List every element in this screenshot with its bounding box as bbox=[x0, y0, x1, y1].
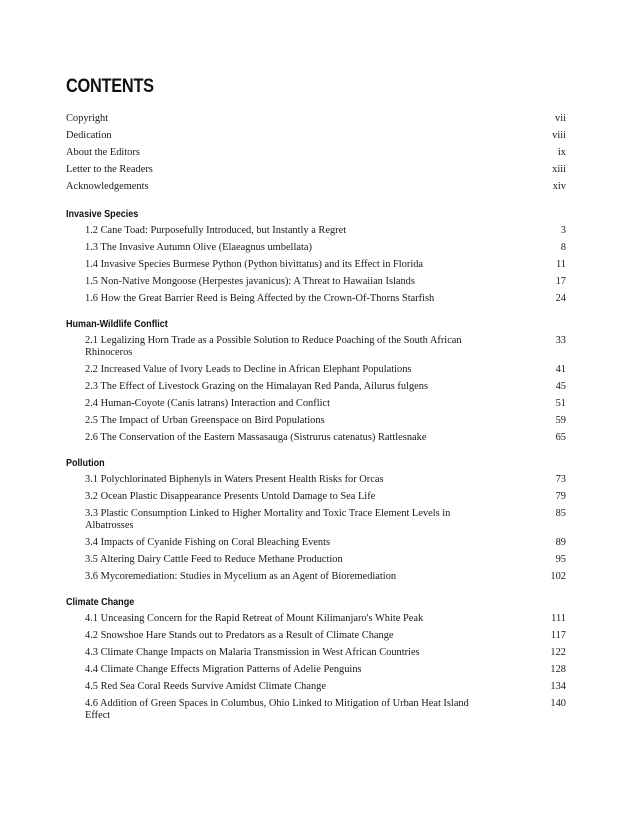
toc-entry-page: 51 bbox=[555, 398, 566, 409]
toc-entry[interactable] bbox=[85, 508, 566, 533]
toc-entry[interactable] bbox=[85, 571, 566, 584]
toc-entry[interactable] bbox=[85, 398, 566, 411]
toc-entry[interactable] bbox=[85, 647, 566, 660]
toc-entry[interactable] bbox=[85, 381, 566, 394]
toc-entry[interactable] bbox=[85, 432, 566, 445]
toc-entry-title: 2.2 Increased Value of Ivory Leads to Decline in African Elephant Populations bbox=[85, 364, 412, 375]
toc-entry-title: 3.6 Mycoremediation: Studies in Mycelium as an Agent of Bioremediation bbox=[85, 571, 397, 582]
toc-entry-title: 2.6 The Conservation of the Eastern Massasauga (Sistrurus catenatus) Rattlesnake bbox=[85, 432, 427, 443]
toc-entry[interactable] bbox=[85, 242, 566, 255]
toc-entry-page: 3 bbox=[560, 225, 566, 236]
toc-entry-page: vii bbox=[555, 113, 566, 124]
toc-section-pollution bbox=[66, 457, 566, 584]
toc-entry-page: 134 bbox=[550, 680, 566, 692]
toc-entry-title: 2.1 Legalizing Horn Trade as a Possible Solution to Reduce Poaching of the South African Rhinoceros bbox=[85, 334, 462, 358]
toc-entry-title: 1.2 Cane Toad: Purposefully Introduced, but Instantly a Regret bbox=[85, 225, 347, 236]
toc-entry-title: Copyright bbox=[66, 113, 109, 124]
toc-entry-title: 4.1 Unceasing Concern for the Rapid Retreat of Mount Kilimanjaro's White Peak bbox=[85, 612, 424, 624]
toc-entry-page: 85 bbox=[555, 507, 566, 519]
toc-entry-title: 1.5 Non-Native Mongoose (Herpestes javanicus): A Threat to Hawaiian Islands bbox=[85, 276, 415, 287]
toc-entry[interactable] bbox=[66, 147, 566, 164]
section-heading: Human-Wildlife Conflict bbox=[66, 317, 168, 330]
toc-entry-page: 45 bbox=[555, 381, 566, 392]
toc-entry-title: 3.1 Polychlorinated Biphenyls in Waters Present Health Risks for Orcas bbox=[85, 473, 384, 485]
toc-entry[interactable] bbox=[85, 537, 566, 550]
toc-entry-title: 1.3 The Invasive Autumn Olive (Elaeagnus umbellata) bbox=[85, 242, 312, 253]
toc-entry-page: viii bbox=[552, 130, 566, 141]
front-matter-list bbox=[66, 113, 566, 198]
toc-entry-page: 65 bbox=[555, 432, 566, 443]
toc-entry-page: xiv bbox=[552, 181, 566, 192]
toc-entry-title: 4.2 Snowshoe Hare Stands out to Predators as a Result of Climate Change bbox=[85, 629, 394, 641]
toc-entry-title: 4.3 Climate Change Impacts on Malaria Transmission in West African Countries bbox=[85, 646, 420, 658]
toc-entry[interactable] bbox=[85, 335, 566, 360]
toc-entry[interactable] bbox=[85, 681, 566, 694]
toc-section-invasive-species bbox=[66, 208, 566, 306]
toc-entry-page: 73 bbox=[555, 473, 566, 485]
toc-entry-page: 11 bbox=[555, 259, 566, 270]
toc-entry-page: xiii bbox=[552, 164, 566, 175]
toc-entry-title: 2.4 Human-Coyote (Canis latrans) Interaction and Conflict bbox=[85, 398, 330, 409]
section-heading: Invasive Species bbox=[66, 208, 139, 220]
toc-entry-page: 8 bbox=[560, 242, 566, 253]
toc-entry-title: 2.5 The Impact of Urban Greenspace on Bird Populations bbox=[85, 415, 325, 426]
toc-entry-page: 102 bbox=[550, 571, 566, 582]
toc-entry-title: 2.3 The Effect of Livestock Grazing on the Himalayan Red Panda, Ailurus fulgens bbox=[85, 381, 428, 392]
toc-entry[interactable] bbox=[66, 181, 566, 198]
toc-entry[interactable] bbox=[85, 474, 566, 487]
toc-entry-page: 117 bbox=[550, 629, 566, 641]
toc-entry-title: Dedication bbox=[66, 130, 112, 141]
toc-entry-title: Acknowledgements bbox=[66, 181, 149, 192]
toc-entry[interactable] bbox=[85, 491, 566, 504]
toc-entry-title: 4.6 Addition of Green Spaces in Columbus, Ohio Linked to Mitigation of Urban Heat Island Effect bbox=[85, 697, 469, 721]
toc-entry[interactable] bbox=[66, 164, 566, 181]
toc-entry-page: 128 bbox=[550, 663, 566, 675]
toc-entry[interactable] bbox=[85, 630, 566, 643]
toc-entry-title: 3.3 Plastic Consumption Linked to Higher Mortality and Toxic Trace Element Levels in Albatrosses bbox=[85, 507, 451, 531]
toc-entry[interactable] bbox=[85, 613, 566, 626]
toc-entry-page: 79 bbox=[555, 490, 566, 502]
toc-entry-page: 95 bbox=[555, 554, 566, 565]
toc-entry-page: 33 bbox=[555, 334, 566, 346]
toc-entry-title: 1.4 Invasive Species Burmese Python (Python bivittatus) and its Effect in Florida bbox=[85, 259, 424, 270]
toc-entry[interactable] bbox=[66, 130, 566, 147]
toc-entry[interactable] bbox=[85, 415, 566, 428]
toc-entry-page: 41 bbox=[555, 364, 566, 375]
toc-entry[interactable] bbox=[85, 259, 566, 272]
toc-entry-title: 3.5 Altering Dairy Cattle Feed to Reduce Methane Production bbox=[85, 554, 343, 565]
toc-entry-page: ix bbox=[557, 147, 566, 158]
toc-entry-title: About the Editors bbox=[66, 147, 140, 158]
toc-entry-page: 89 bbox=[555, 537, 566, 548]
toc-entry-title: 3.2 Ocean Plastic Disappearance Presents Untold Damage to Sea Life bbox=[85, 490, 376, 502]
toc-entry-title: 4.4 Climate Change Effects Migration Patterns of Adelie Penguins bbox=[85, 663, 362, 675]
toc-entry-page: 140 bbox=[550, 697, 566, 709]
toc-entry[interactable] bbox=[85, 664, 566, 677]
toc-entry-title: 3.4 Impacts of Cyanide Fishing on Coral Bleaching Events bbox=[85, 537, 331, 548]
toc-entry-page: 122 bbox=[550, 646, 566, 658]
toc-sections bbox=[66, 208, 566, 735]
toc-entry[interactable] bbox=[85, 364, 566, 377]
toc-entry[interactable] bbox=[85, 554, 566, 567]
toc-entry-page: 111 bbox=[551, 612, 566, 624]
toc-entry-title: 4.5 Red Sea Coral Reeds Survive Amidst Climate Change bbox=[85, 680, 326, 692]
toc-entry[interactable] bbox=[85, 276, 566, 289]
toc-entry[interactable] bbox=[66, 113, 566, 130]
toc-entry-page: 17 bbox=[555, 276, 566, 287]
section-heading: Pollution bbox=[66, 456, 105, 469]
toc-entry-page: 59 bbox=[555, 415, 566, 426]
toc-section-climate-change bbox=[66, 596, 566, 723]
toc-entry-title: 1.6 How the Great Barrier Reed is Being Affected by the Crown-Of-Thorns Starfish bbox=[85, 293, 435, 304]
toc-entry[interactable] bbox=[85, 698, 566, 723]
page-title: CONTENTS bbox=[66, 76, 154, 97]
section-heading: Climate Change bbox=[66, 595, 135, 608]
toc-entry-page: 24 bbox=[555, 293, 566, 304]
toc-entry[interactable] bbox=[85, 225, 566, 238]
toc-entry-title: Letter to the Readers bbox=[66, 164, 153, 175]
toc-section-human-wildlife-conflict bbox=[66, 318, 566, 445]
toc-entry[interactable] bbox=[85, 293, 566, 306]
